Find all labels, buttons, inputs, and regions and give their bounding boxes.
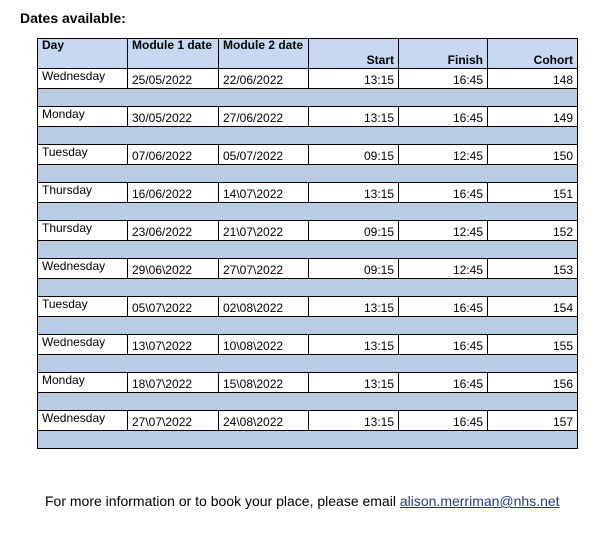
footer-info [45, 493, 560, 509]
cell-start: 09:15 [309, 221, 399, 241]
cell-finish: 16:45 [399, 335, 488, 355]
cell-day: Monday [38, 373, 128, 393]
table-row [38, 297, 578, 317]
spacer-cell [38, 355, 578, 373]
cell-module1: 18\07\2022 [128, 373, 219, 393]
header-module1: Module 1 date [128, 39, 219, 69]
cell-start: 13:15 [309, 183, 399, 203]
cell-cohort: 154 [488, 297, 578, 317]
cell-finish: 16:45 [399, 183, 488, 203]
cell-module1: 30/05/2022 [128, 107, 219, 127]
cell-start: 09:15 [309, 145, 399, 165]
spacer-row [38, 317, 578, 335]
spacer-cell [38, 203, 578, 221]
cell-cohort: 150 [488, 145, 578, 165]
spacer-row [38, 241, 578, 259]
cell-finish: 16:45 [399, 297, 488, 317]
header-module2: Module 2 date [219, 39, 309, 69]
table-row [38, 69, 578, 89]
spacer-cell [38, 241, 578, 259]
cell-module2: 05/07/2022 [219, 145, 309, 165]
spacer-row [38, 431, 578, 449]
table-row [38, 373, 578, 393]
page-heading: Dates available: [20, 10, 126, 26]
table-row [38, 145, 578, 165]
table-row [38, 183, 578, 203]
table-row [38, 107, 578, 127]
cell-finish: 12:45 [399, 145, 488, 165]
spacer-cell [38, 165, 578, 183]
cell-start: 13:15 [309, 297, 399, 317]
cell-cohort: 153 [488, 259, 578, 279]
cell-finish: 16:45 [399, 373, 488, 393]
cell-day: Tuesday [38, 145, 128, 165]
spacer-cell [38, 393, 578, 411]
cell-module2: 27\07\2022 [219, 259, 309, 279]
spacer-row [38, 355, 578, 373]
spacer-cell [38, 279, 578, 297]
table-row [38, 259, 578, 279]
cell-module1: 07/06/2022 [128, 145, 219, 165]
spacer-cell [38, 127, 578, 145]
cell-day: Wednesday [38, 259, 128, 279]
cell-cohort: 152 [488, 221, 578, 241]
cell-cohort: 155 [488, 335, 578, 355]
cell-finish: 12:45 [399, 221, 488, 241]
cell-module1: 05\07\2022 [128, 297, 219, 317]
cell-cohort: 149 [488, 107, 578, 127]
cell-module1: 27\07\2022 [128, 411, 219, 431]
cell-day: Thursday [38, 183, 128, 203]
cell-finish: 16:45 [399, 411, 488, 431]
cell-module1: 29\06\2022 [128, 259, 219, 279]
cell-finish: 16:45 [399, 107, 488, 127]
spacer-cell [38, 89, 578, 107]
cell-start: 13:15 [309, 107, 399, 127]
email-link[interactable]: alison.merriman@nhs.net [399, 493, 560, 509]
cell-module2: 15\08\2022 [219, 373, 309, 393]
spacer-row [38, 279, 578, 297]
cell-module1: 23/06/2022 [128, 221, 219, 241]
spacer-row [38, 203, 578, 221]
spacer-cell [38, 431, 578, 449]
cell-module2: 02\08\2022 [219, 297, 309, 317]
cell-module1: 13\07\2022 [128, 335, 219, 355]
cell-day: Monday [38, 107, 128, 127]
cell-cohort: 148 [488, 69, 578, 89]
cell-start: 13:15 [309, 335, 399, 355]
cell-finish: 12:45 [399, 259, 488, 279]
cell-module2: 24\08\2022 [219, 411, 309, 431]
cell-module1: 25/05/2022 [128, 69, 219, 89]
table-row [38, 411, 578, 431]
header-cohort: Cohort [488, 39, 578, 69]
footer-text: For more information or to book your place, please email [45, 493, 400, 509]
spacer-cell [38, 317, 578, 335]
cell-module2: 10\08\2022 [219, 335, 309, 355]
cell-start: 13:15 [309, 411, 399, 431]
cell-cohort: 156 [488, 373, 578, 393]
cell-module2: 21\07\2022 [219, 221, 309, 241]
header-day: Day [38, 39, 128, 69]
cell-day: Wednesday [38, 411, 128, 431]
table-row [38, 221, 578, 241]
cell-day: Wednesday [38, 335, 128, 355]
cell-day: Thursday [38, 221, 128, 241]
cell-finish: 16:45 [399, 69, 488, 89]
header-finish: Finish [399, 39, 488, 69]
spacer-row [38, 89, 578, 107]
spacer-row [38, 127, 578, 145]
cell-cohort: 151 [488, 183, 578, 203]
table-header-row [38, 39, 578, 69]
spacer-row [38, 393, 578, 411]
cell-day: Wednesday [38, 69, 128, 89]
header-start: Start [309, 39, 399, 69]
spacer-row [38, 165, 578, 183]
cell-module2: 14\07\2022 [219, 183, 309, 203]
dates-table [37, 38, 578, 449]
cell-start: 13:15 [309, 69, 399, 89]
cell-module1: 16/06/2022 [128, 183, 219, 203]
cell-module2: 22/06/2022 [219, 69, 309, 89]
cell-day: Tuesday [38, 297, 128, 317]
cell-start: 13:15 [309, 373, 399, 393]
cell-cohort: 157 [488, 411, 578, 431]
cell-start: 09:15 [309, 259, 399, 279]
table-row [38, 335, 578, 355]
cell-module2: 27/06/2022 [219, 107, 309, 127]
